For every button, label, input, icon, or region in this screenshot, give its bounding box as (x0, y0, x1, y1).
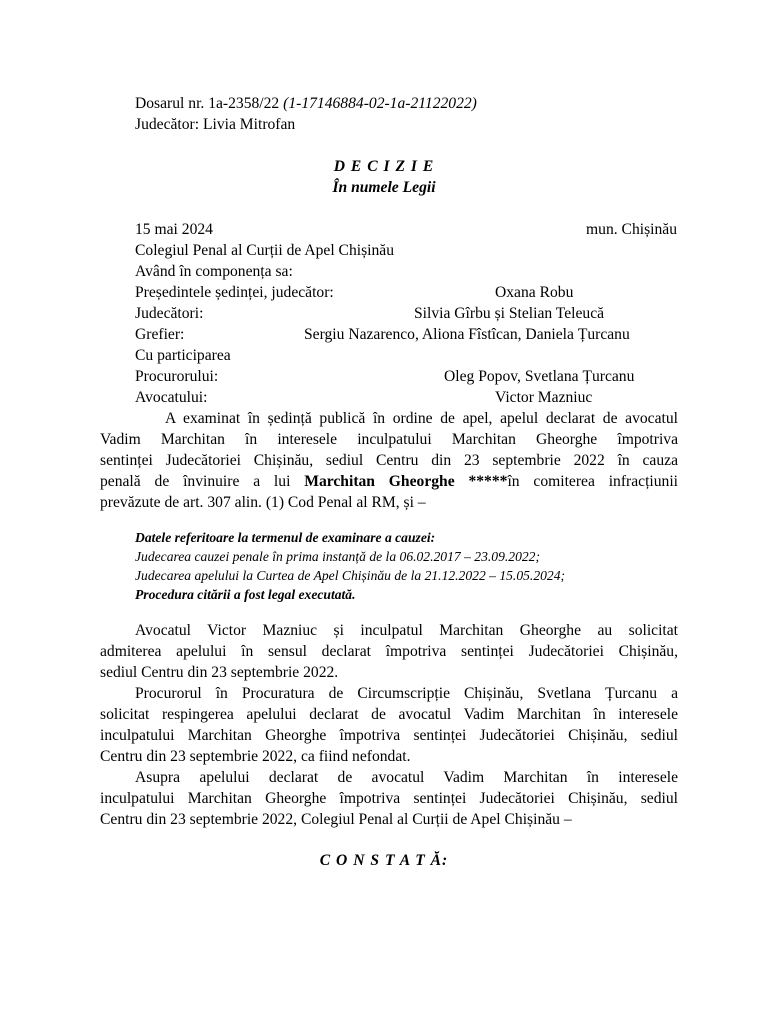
prosecutor-label: Procurorului: (135, 368, 219, 385)
p2-line-4: Centru din 23 septembrie 2022, ca fiind nefondat. (100, 748, 411, 765)
document-title: D E C I Z I E (333, 158, 435, 175)
p2-line-2: solicitat respingerea apelului declarat de avocatul Vadim Marchitan în interesele (100, 706, 678, 723)
decision-place: mun. Chișinău (586, 221, 677, 238)
presiding-judge-value: Oxana Robu (495, 284, 574, 301)
p1-line-1: Avocatul Victor Mazniuc și inculpatul Marchitan Gheorghe au solicitat (135, 622, 678, 639)
participation-intro: Cu participarea (135, 347, 231, 364)
constata-heading: C O N S T A T Ă: (319, 852, 449, 869)
clerk-label: Grefier: (135, 326, 185, 343)
paragraph-appeal-review (100, 767, 678, 830)
terms-first-instance: Judecarea cauzei penale în prima instanță de la 06.02.2017 – 23.09.2022; (135, 549, 540, 564)
paragraph-prosecutor-request (100, 683, 678, 767)
lawyer-value: Victor Mazniuc (495, 389, 593, 406)
clerk-value: Sergiu Nazarenco, Aliona Fîstîcan, Daniela Țurcanu (304, 326, 630, 343)
p3-line-3: Centru din 23 septembrie 2022, Colegiul Penal al Curții de Apel Chișinău – (100, 811, 572, 828)
examination-line-1: A examinat în ședință publică în ordine de apel, apelul declarat de avocatul (165, 410, 678, 427)
judge-line: Judecător: Livia Mitrofan (135, 116, 296, 133)
p2-line-3: inculpatului Marchitan Gheorghe împotriva sentinței Judecătoriei Chișinău, sediul (100, 727, 678, 744)
case-number-italic: (1-17146884-02-1a-21122022) (283, 95, 477, 112)
court-name: Colegiul Penal al Curții de Apel Chișinău (135, 242, 395, 259)
examination-line-4-pre: penală de învinuire a lui (100, 473, 305, 490)
judges-value: Silvia Gîrbu și Stelian Teleucă (414, 305, 605, 322)
decision-date: 15 mai 2024 (135, 221, 213, 238)
terms-appeal: Judecarea apelului la Curtea de Apel Chișinău de la 21.12.2022 – 15.05.2024; (135, 568, 566, 583)
prosecutor-value: Oleg Popov, Svetlana Țurcanu (444, 368, 635, 385)
terms-summons: Procedura citării a fost legal executată. (135, 587, 356, 602)
p1-line-3: sediul Centru din 23 septembrie 2022. (100, 664, 339, 681)
case-label: Dosarul nr. 1a-2358/22 (135, 95, 280, 112)
examination-line-5: prevăzute de art. 307 alin. (1) Cod Penal al RM, și – (100, 494, 426, 511)
p3-line-1: Asupra apelului declarat de avocatul Vadim Marchitan în interesele (135, 769, 678, 786)
terms-heading: Datele referitoare la termenul de examinare a cauzei: (135, 530, 436, 545)
examination-line-2: Vadim Marchitan în interesele inculpatului Marchitan Gheorghe împotriva (100, 431, 678, 448)
examination-paragraph (100, 408, 678, 513)
defendant-name: Marchitan Gheorghe ***** (304, 473, 508, 490)
judges-label: Judecători: (135, 305, 204, 322)
paragraph-lawyer-request (100, 620, 678, 683)
examination-line-4 (100, 471, 678, 492)
presiding-judge-label: Președintele ședinței, judecător: (135, 284, 334, 301)
lawyer-label: Avocatului: (135, 389, 208, 406)
document-subtitle: În numele Legii (332, 179, 436, 196)
case-number-line (135, 94, 477, 114)
examination-line-4-post: în comiterea infracțiunii (507, 473, 678, 490)
composition-intro: Având în componența sa: (135, 263, 293, 280)
examination-line-3: sentinței Judecătoriei Chișinău, sediul Centru din 23 septembrie 2022 în cauza (100, 452, 678, 469)
p1-line-2: admiterea apelului în sensul declarat împotriva sentinței Judecătoriei Chișinău, (100, 643, 678, 660)
p2-line-1: Procurorul în Procuratura de Circumscripție Chișinău, Svetlana Țurcanu a (135, 685, 678, 702)
p3-line-2: inculpatului Marchitan Gheorghe împotriva sentinței Judecătoriei Chișinău, sediul (100, 790, 678, 807)
